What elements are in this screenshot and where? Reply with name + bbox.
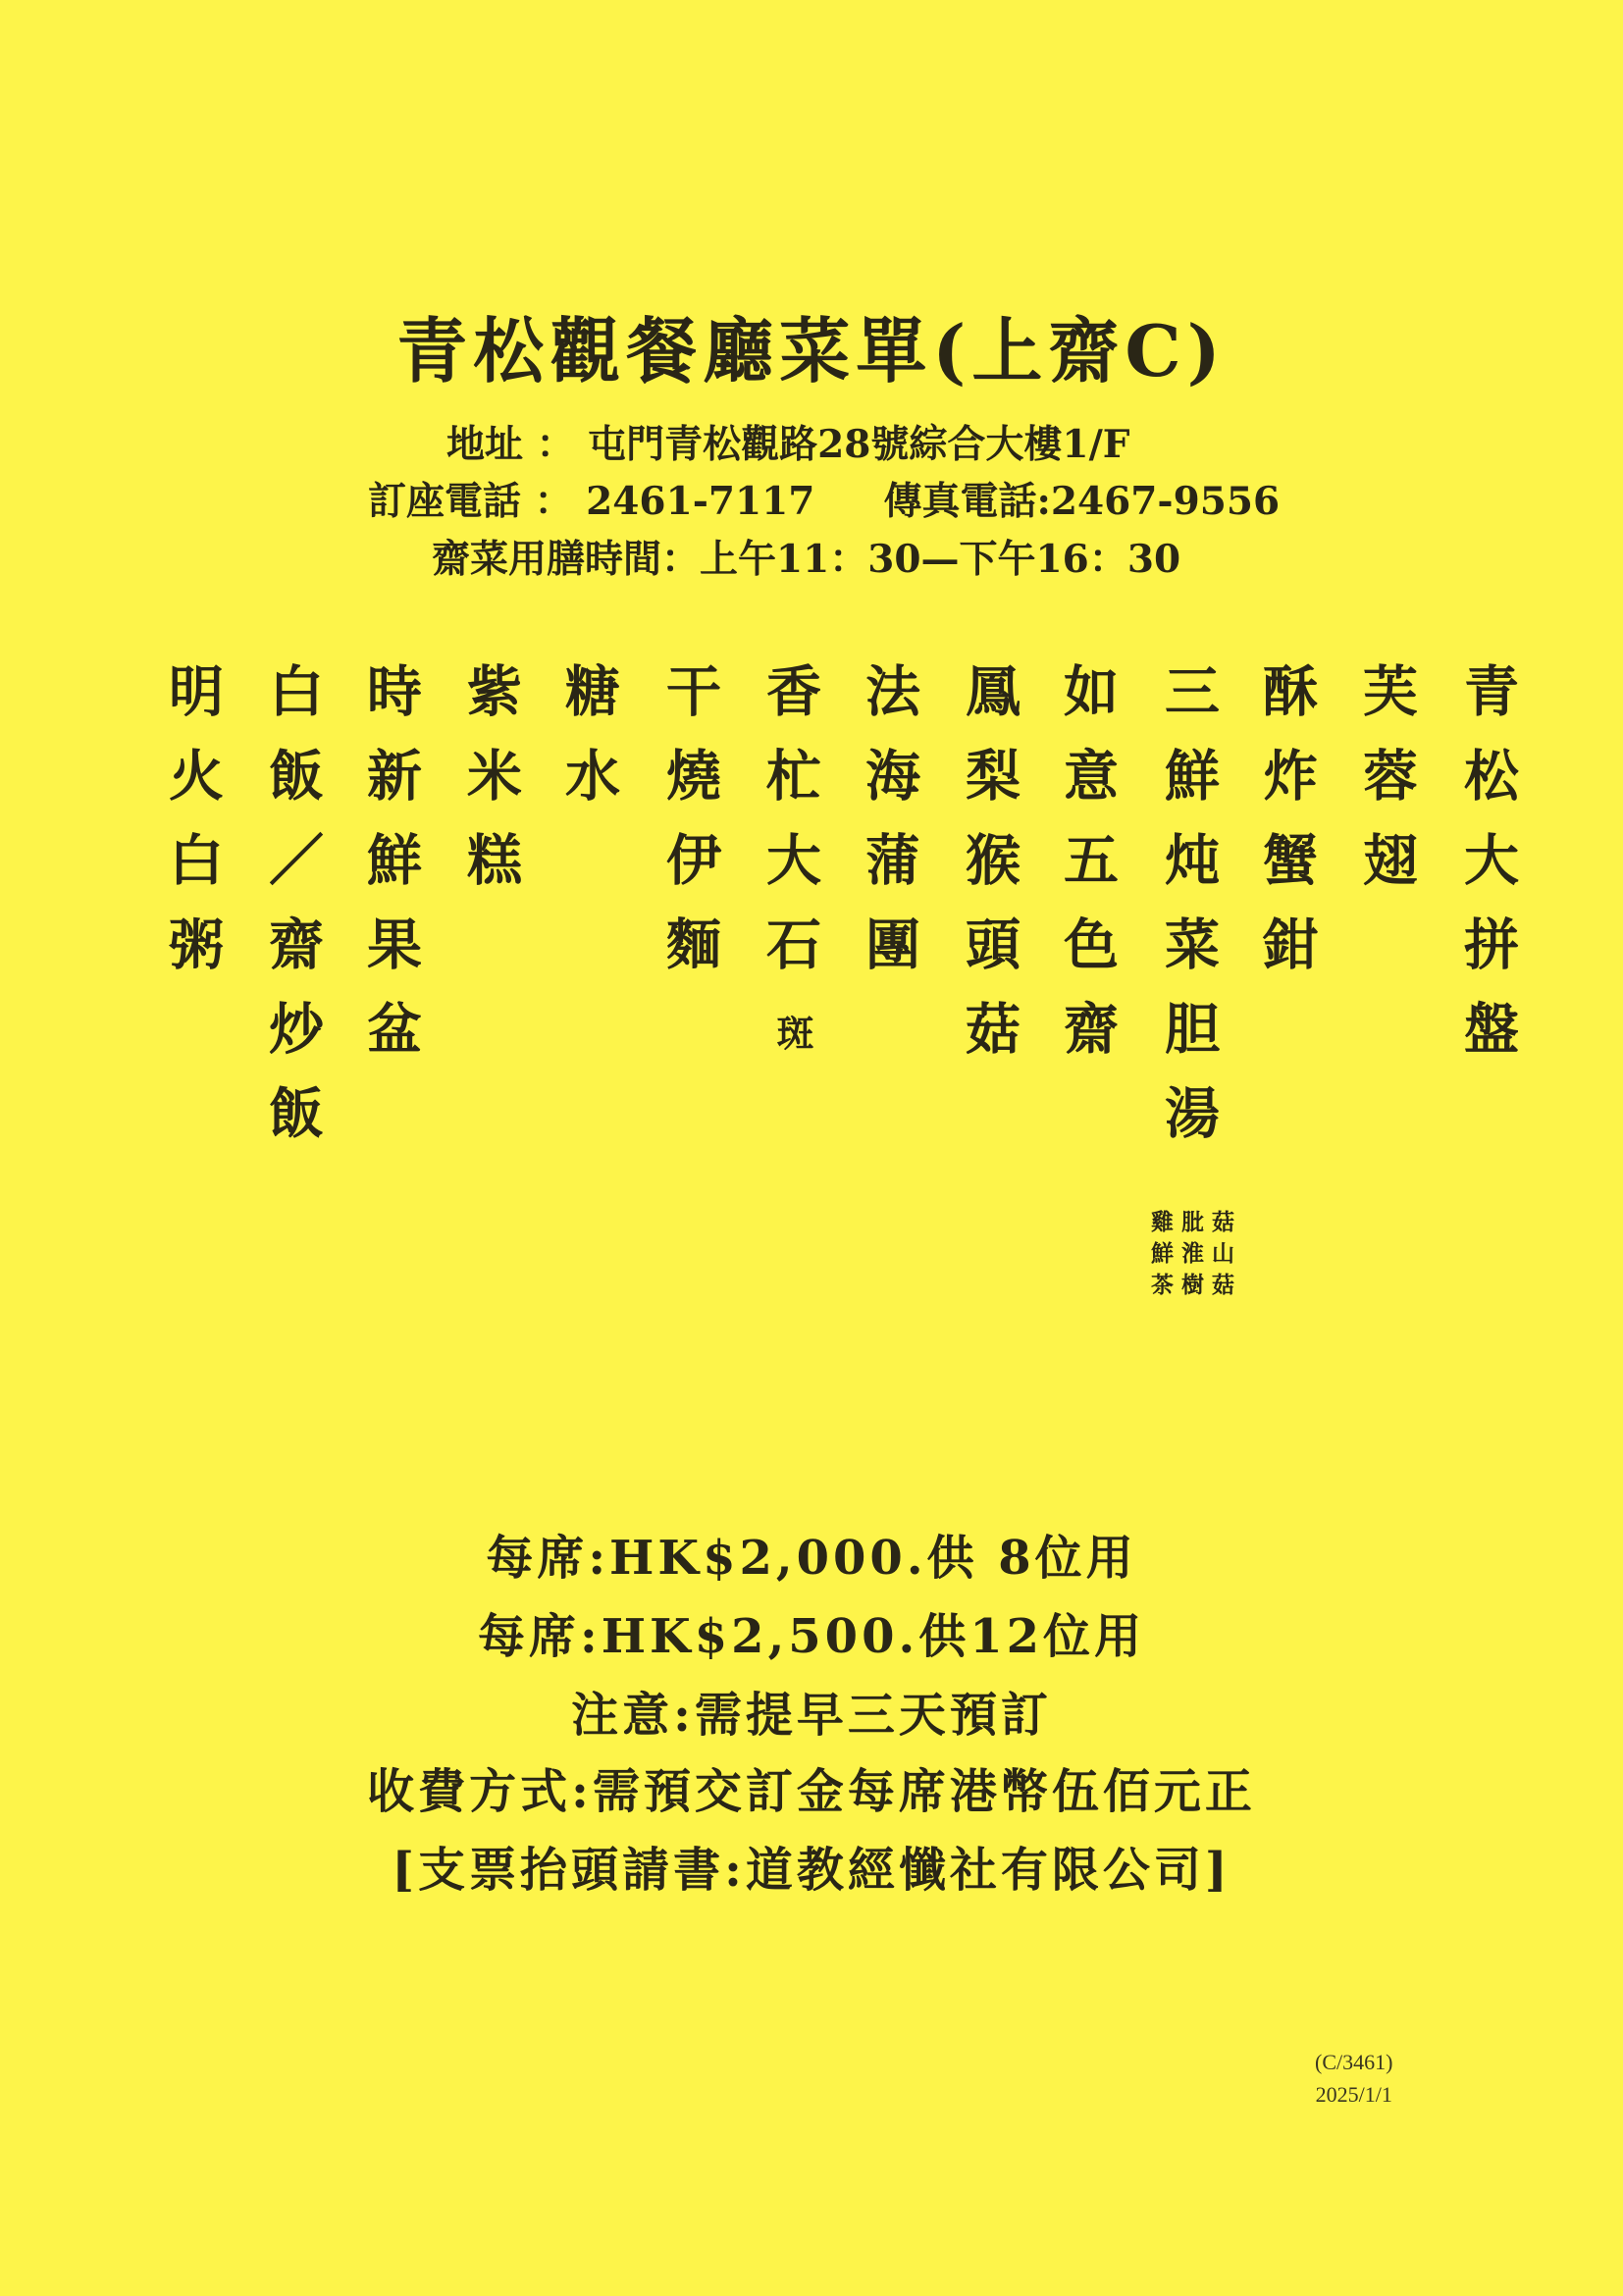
dish-item: 酥炸蟹鉗 xyxy=(1254,662,1319,1000)
dish-item: 時新鮮果盆 xyxy=(358,662,423,1084)
payment-method: 收費方式:需預交訂金每席港幣伍佰元正 xyxy=(367,1764,1256,1819)
note-line: 茶樹菇 xyxy=(1151,1272,1242,1299)
dish-item: 干燒伊麵 xyxy=(657,662,722,1000)
soup-ingredients-note xyxy=(1151,1207,1242,1302)
note-line: 雞肶菇 xyxy=(1151,1209,1242,1235)
issue-date: 2025/1/1 xyxy=(1315,2082,1392,2107)
dish-item: 糖水 xyxy=(556,662,621,831)
dish-item: 法海蒲團 xyxy=(857,662,921,1000)
dish-item: 紫米糕 xyxy=(458,662,523,915)
phone-line xyxy=(368,479,1280,525)
dish-item: 鳳梨猴頭菇 xyxy=(957,662,1021,1084)
dish-item-continued: 斑 xyxy=(770,1014,814,1094)
dish-item: 芙蓉翅 xyxy=(1354,662,1419,915)
address: 地址 ： 屯門青松觀路28號綜合大樓1/F xyxy=(446,422,1130,467)
dish-item: 明火白粥 xyxy=(160,662,225,1000)
dish-item: 三鮮炖菜胆湯 xyxy=(1156,662,1221,1169)
document-reference xyxy=(1315,2046,1392,2111)
price-8-persons: 每席:HK$2,000.供 8位用 xyxy=(486,1531,1137,1586)
dining-hours: 齋菜用膳時間：上午11：30—下午16：30 xyxy=(432,537,1181,582)
cheque-payee: [支票抬頭請書:道教經懺社有限公司] xyxy=(392,1843,1231,1898)
dish-item: 白飯／齋炒飯 xyxy=(260,662,325,1169)
note-line: 鮮淮山 xyxy=(1151,1240,1242,1268)
fax-number: 傳真電話:2467-9556 xyxy=(883,479,1281,524)
dish-item: 青松大拼盤 xyxy=(1455,662,1520,1084)
dish-item: 如意五色齋 xyxy=(1055,662,1120,1084)
dish-item: 香杧大石 xyxy=(758,662,822,1000)
booking-notice: 注意:需提早三天預訂 xyxy=(571,1688,1052,1743)
ref-code: (C/3461) xyxy=(1315,2050,1393,2074)
booking-phone: 訂座電話 ： 2461-7117 xyxy=(368,479,815,524)
menu-title: 青松觀餐廳菜單(上齋C) xyxy=(396,309,1227,392)
price-12-persons: 每席:HK$2,500.供12位用 xyxy=(477,1609,1145,1664)
